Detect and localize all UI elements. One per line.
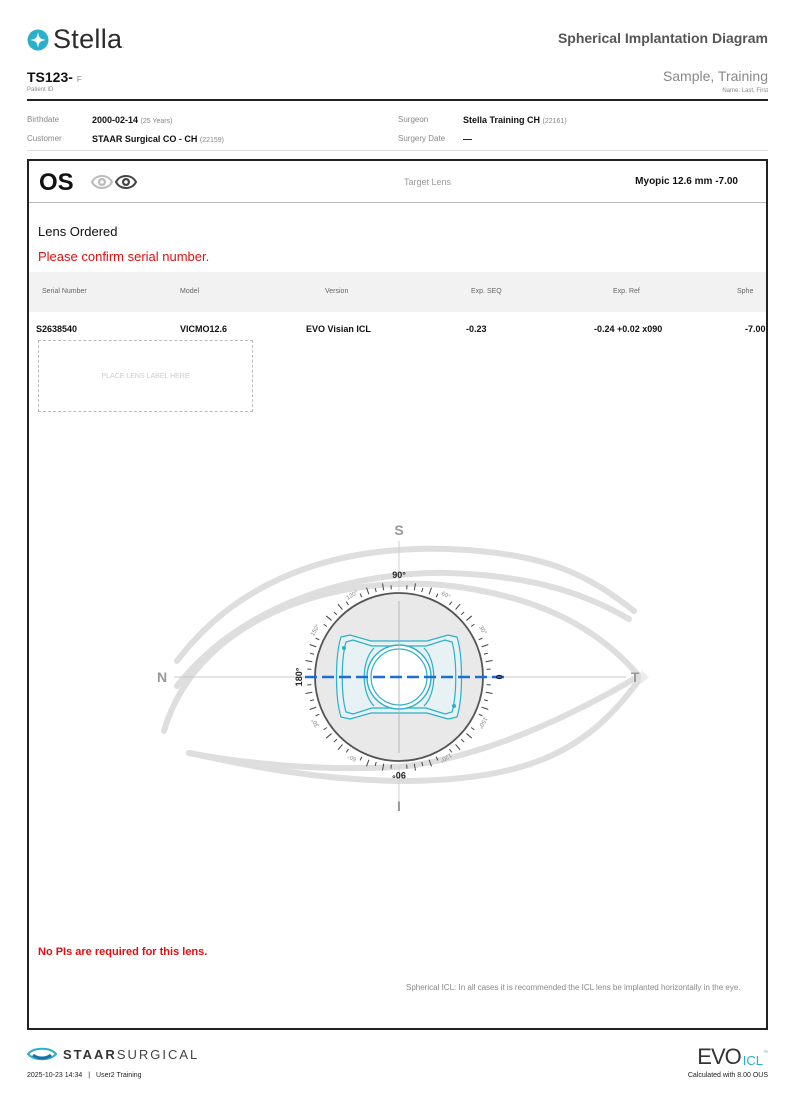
company-name-rest: SURGICAL [116, 1046, 200, 1062]
eye-selector-icons [91, 171, 137, 193]
degree-tick [334, 612, 337, 615]
degree-tick [456, 604, 460, 609]
deg-300: 120° [438, 751, 453, 763]
surgeon [463, 115, 567, 125]
degree-tick [482, 707, 489, 709]
degree-tick [316, 714, 320, 716]
customer-value: STAAR Surgical CO - CH [92, 134, 198, 144]
degree-tick [334, 739, 337, 742]
degree-tick [310, 645, 317, 647]
surgery-date-value: — [463, 134, 472, 144]
evo-icl-logo [697, 1044, 768, 1070]
degree-tick [479, 714, 483, 716]
birthdate-value: 2000-02-14 [92, 115, 139, 125]
cell-exp-seq: -0.23 [466, 324, 487, 334]
lens-label-placeholder: PLACE LENS LABEL HERE [38, 340, 253, 412]
lens-table-header [29, 272, 766, 312]
degree-tick [310, 700, 314, 701]
degree-tick [324, 727, 327, 729]
degree-tick [429, 588, 431, 595]
deg-0: 0 [494, 674, 504, 680]
report-meta [27, 1072, 142, 1079]
company-name [63, 1047, 199, 1062]
label-superior: S [394, 522, 404, 538]
col-version: Version [325, 288, 349, 295]
company-name-bold: STAAR [63, 1046, 117, 1062]
staar-eye-icon [27, 1046, 57, 1062]
evo-wordmark: EVO [697, 1044, 741, 1069]
serial-warning: Please confirm serial number. [38, 249, 210, 264]
degree-tick [326, 616, 331, 620]
degree-tick [456, 744, 460, 749]
report-user: User2 Training [96, 1072, 142, 1079]
label-temporal: T [630, 669, 640, 685]
degree-tick [338, 744, 342, 749]
degree-tick [338, 604, 342, 609]
degree-tick [326, 734, 331, 738]
deg-60: 60° [440, 590, 451, 601]
spherical-note: Spherical ICL: In all cases it is recommended the ICL lens be implanted horizontally in the eye. [406, 983, 741, 992]
patient-name-label: Name: Last, First [722, 88, 768, 94]
document-title: Spherical Implantation Diagram [557, 30, 768, 46]
degree-tick [482, 645, 489, 647]
header-divider [27, 99, 768, 101]
degree-tick [449, 602, 451, 605]
degree-tick [360, 594, 362, 598]
degree-tick [484, 700, 488, 701]
degree-tick [484, 653, 488, 654]
birthdate-label: Birthdate [27, 115, 60, 124]
customer-code: (22159) [199, 137, 224, 144]
cell-version: EVO Visian ICL [306, 324, 371, 334]
calc-version: Calculated with 8.00 OUS [687, 1072, 768, 1079]
degree-tick [486, 661, 493, 662]
degree-tick [316, 638, 320, 640]
col-model: Model [180, 288, 200, 295]
degree-tick [471, 727, 474, 729]
info-divider [27, 150, 768, 151]
target-lens-label: Target Lens [404, 177, 452, 187]
col-serial: Serial Number [42, 288, 87, 295]
deg-240: 60° [347, 752, 358, 763]
customer [92, 134, 224, 144]
patient-name: Sample, Training [662, 68, 768, 84]
report-timestamp: 2025-10-23 14:34 [27, 1072, 83, 1079]
col-sphere: Sphe [737, 288, 754, 295]
surgery-date-label: Surgery Date [398, 134, 446, 143]
stella-star-icon [27, 29, 49, 51]
deg-120: 120° [345, 590, 360, 602]
deg-330: 150° [476, 715, 488, 730]
degree-tick [461, 739, 464, 742]
surgeon-label: Surgeon [398, 115, 429, 124]
deg-90-top: 90° [392, 570, 406, 580]
eye-side: OS [39, 169, 74, 196]
meta-separator: | [88, 1072, 91, 1079]
staar-logo [27, 1046, 199, 1062]
degree-tick [324, 624, 327, 626]
degree-tick [422, 588, 423, 592]
degree-tick [436, 594, 438, 598]
cell-sphere: -7.00 [745, 324, 766, 334]
deg-180: 180° [294, 667, 304, 687]
degree-tick [479, 638, 483, 640]
label-inferior: I [397, 798, 401, 814]
brand-name: Stella [53, 24, 123, 54]
col-exp-ref: Exp. Ref [613, 288, 640, 295]
degree-tick [305, 692, 312, 693]
label-nasal: N [156, 669, 168, 685]
trademark: ™ [763, 1050, 768, 1056]
degree-tick [346, 749, 348, 752]
temporal-arrow [641, 670, 649, 684]
brand-mark: . [122, 43, 125, 50]
surgeon-value: Stella Training CH [463, 115, 541, 125]
patient-id-label: Patient ID [27, 87, 54, 93]
degree-tick [346, 602, 348, 605]
degree-tick [360, 757, 362, 761]
degree-tick [466, 734, 471, 738]
deg-90-bottom: 90° [392, 770, 406, 780]
patient-id-value: TS123- [27, 69, 73, 85]
deg-30: 30° [477, 625, 488, 636]
age-value: (25 Years) [140, 118, 173, 125]
panel-header-divider [29, 202, 766, 203]
diagram-panel [27, 159, 768, 1030]
patient-sex: F [76, 75, 82, 84]
degree-tick [466, 616, 471, 620]
pi-note: No PIs are required for this lens. [38, 946, 208, 958]
col-exp-seq: Exp. SEQ [471, 288, 502, 295]
lens-ordered-heading: Lens Ordered [38, 224, 118, 239]
icl-wordmark: ICL [742, 1053, 763, 1068]
degree-tick [305, 661, 312, 662]
degree-tick [310, 707, 317, 709]
implantation-diagram [29, 491, 766, 831]
patient-id [27, 69, 82, 85]
degree-tick [471, 624, 474, 626]
eye-icon-os [116, 176, 136, 188]
cell-model: VICMO12.6 [180, 324, 228, 334]
degree-tick [310, 653, 314, 654]
deg-210: 30° [310, 717, 321, 728]
eye-icon-od [92, 176, 112, 188]
deg-150: 150° [310, 623, 322, 638]
target-lens-value: Myopic 12.6 mm -7.00 [635, 176, 738, 187]
birthdate [92, 115, 172, 125]
cell-serial: S2638540 [36, 324, 78, 334]
stella-logo [27, 24, 124, 55]
cell-exp-ref: -0.24 +0.02 x090 [594, 324, 663, 334]
degree-tick [461, 612, 464, 615]
surgeon-code: (22161) [542, 118, 567, 125]
degree-tick [375, 588, 376, 592]
customer-label: Customer [27, 134, 62, 143]
degree-tick [486, 692, 493, 693]
